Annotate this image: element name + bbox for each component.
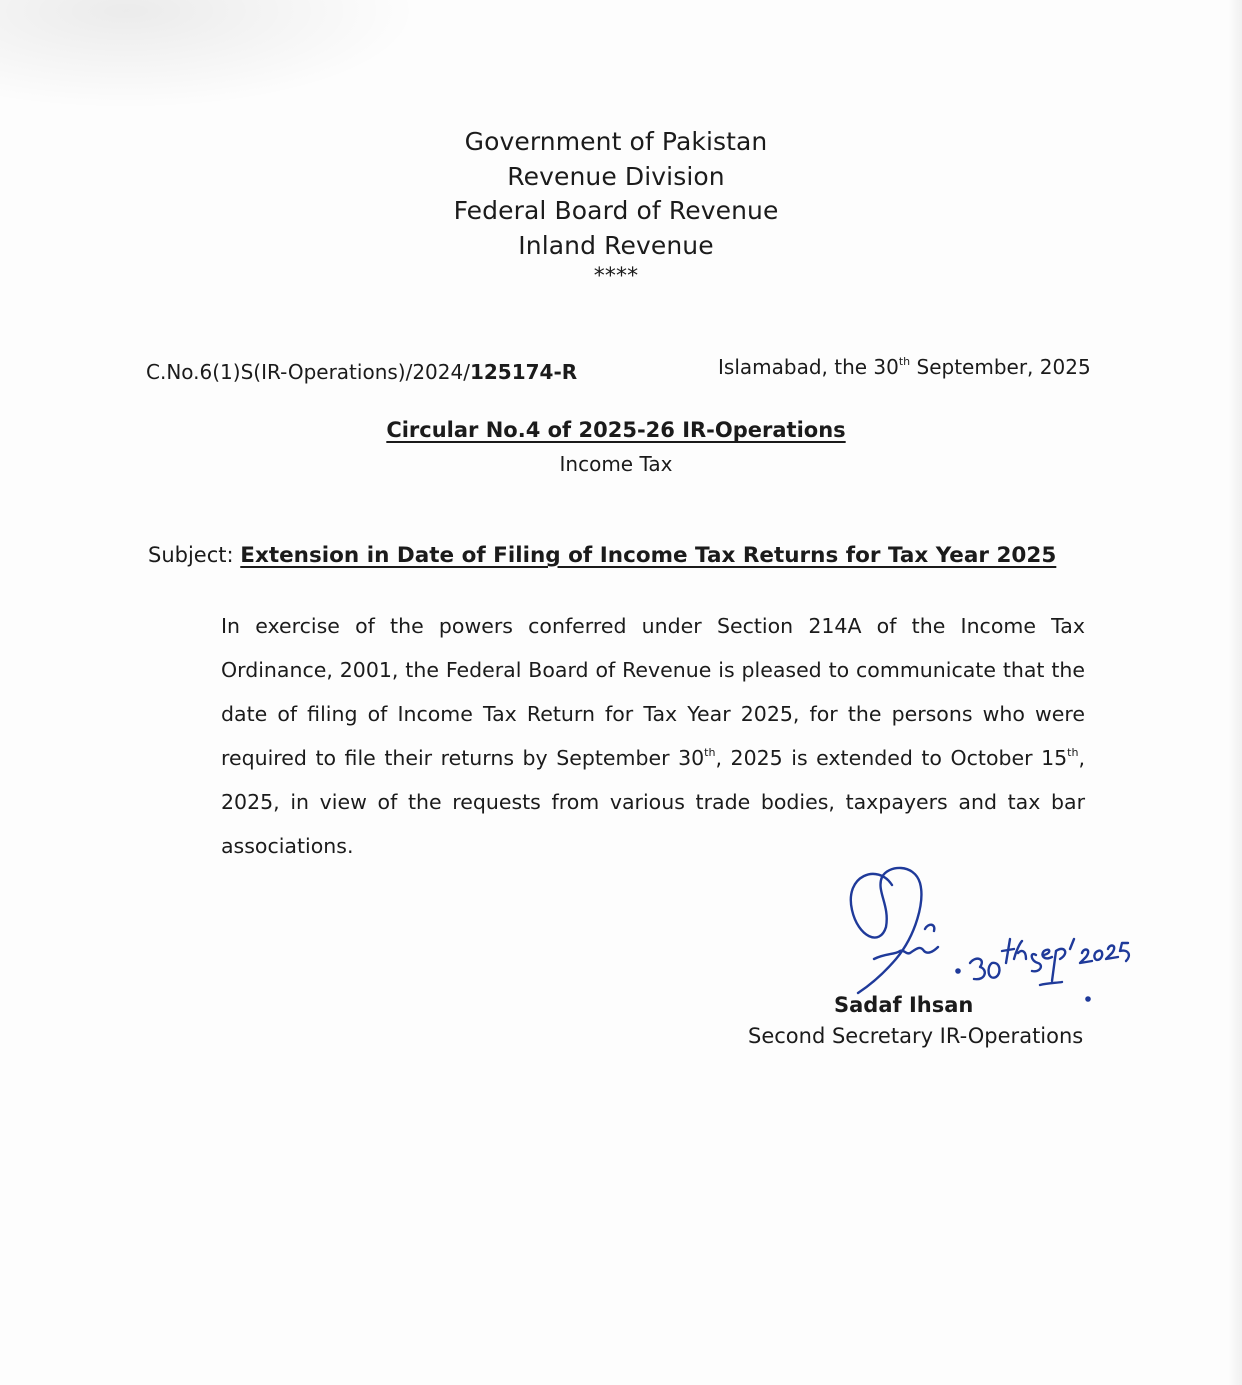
date-ordinal: th [898, 355, 911, 368]
letterhead [0, 125, 1232, 291]
letterhead-wing: Inland Revenue [518, 230, 714, 260]
letterhead-board: Federal Board of Revenue [453, 196, 779, 225]
handwritten-signature [830, 855, 1150, 1085]
body-ordinal-1: th [704, 746, 716, 759]
circular-title [0, 418, 1232, 442]
signature-loop-stroke [851, 868, 922, 993]
body-part-1: In exercise of the powers conferred under Section 214A of the Income Tax Ordinance, 2001, the Federal Board of Revenue is pleased to communicate that the date of filing of Income Tax Return for Tax Year 2025, for the persons who were required to file their returns by September 30 [221, 614, 1085, 770]
reference-id: 125174-R [469, 360, 578, 384]
signature-dot [956, 969, 959, 972]
note-apostrophe [1070, 939, 1074, 949]
note-digit-3 [970, 959, 985, 980]
signatory-designation: Second Secretary IR-Operations [748, 1024, 1084, 1048]
date-line [718, 355, 1091, 379]
note-th [1002, 939, 1026, 963]
note-year [1080, 943, 1129, 963]
body-part-3: , 2025, in view of the requests from various trade bodies, taxpayers and tax bar associations. [221, 746, 1085, 858]
note-digit-0 [989, 963, 1000, 978]
subject-label: Subject: [148, 543, 241, 567]
circular-subtitle: Income Tax [559, 452, 673, 476]
letterhead-division: Revenue Division [507, 161, 725, 191]
reference-prefix: C.No.6(1)S(IR-Operations)/2024/ [146, 360, 470, 384]
body-part-2: , 2025 is extended to October 15 [715, 746, 1068, 770]
signature-tail-stroke [874, 947, 938, 959]
letterhead-government: Government of Pakistan [464, 127, 768, 156]
signature-hook-stroke [925, 925, 934, 931]
subject-line [148, 543, 1056, 568]
body-paragraph [221, 604, 1085, 868]
scan-shadow [0, 0, 420, 110]
note-underline [1040, 982, 1062, 985]
letterhead-separator: **** [593, 264, 639, 289]
date-after: September, 2025 [910, 355, 1091, 379]
date-before: Islamabad, the 30 [718, 355, 899, 379]
signatory-name: Sadaf Ihsan [834, 993, 974, 1017]
reference-number [146, 360, 577, 384]
note-sep [1032, 949, 1066, 981]
subject-text: Extension in Date of Filing of Income Tax Returns for Tax Year 2025 [240, 543, 1057, 568]
note-dot [1086, 997, 1089, 1000]
circular-title-text: Circular No.4 of 2025-26 IR-Operations [386, 418, 846, 442]
body-ordinal-2: th [1067, 746, 1079, 759]
